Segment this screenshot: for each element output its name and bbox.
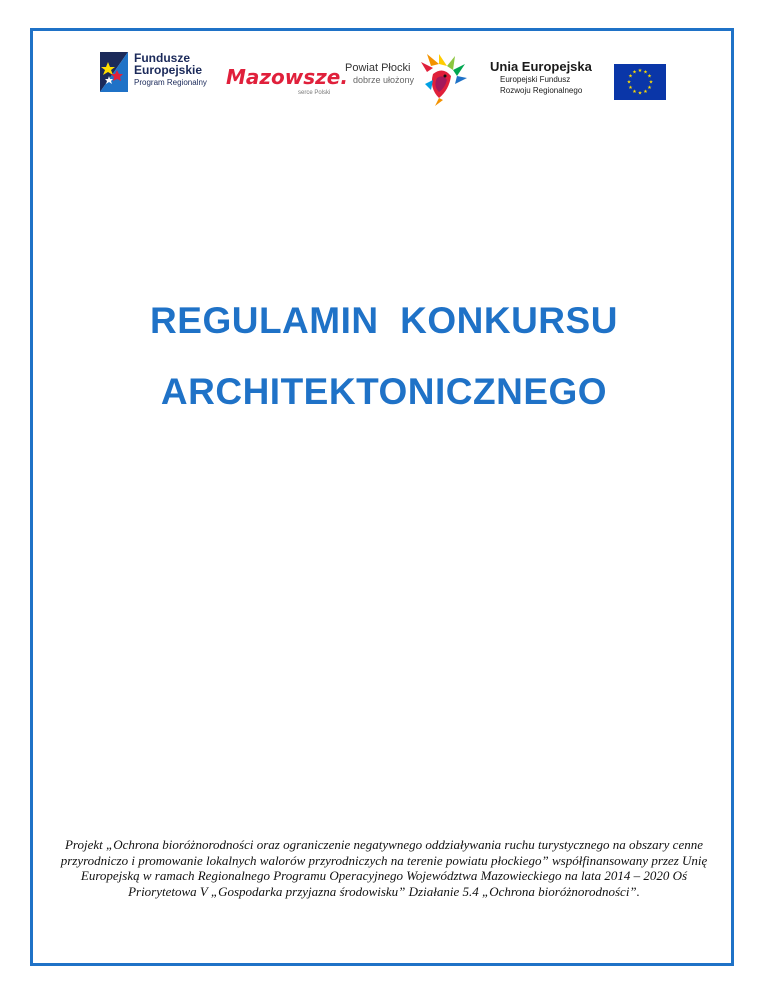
svg-text:★: ★ (628, 73, 633, 80)
svg-text:★: ★ (643, 89, 648, 95)
unia-title: Unia Europejska (490, 59, 592, 74)
svg-text:★: ★ (637, 68, 643, 74)
svg-text:★: ★ (647, 85, 652, 91)
unia-europejska-logo (490, 60, 670, 106)
logo-bar (0, 0, 768, 120)
svg-text:★: ★ (643, 69, 648, 76)
powiat-bird-icon (419, 54, 467, 106)
fundusze-europejskie-logo (100, 50, 220, 96)
document-title-line-2: ARCHITEKTONICZNEGO (160, 371, 608, 412)
fundusze-subtitle: Program Regionalny (134, 78, 207, 87)
svg-text:★: ★ (648, 79, 654, 86)
project-funding-note: Projekt „Ochrona bioróżnorodności oraz ograniczenie negatywnego oddziaływania ruchu turystycznego na obszary cenne przyrodniczo i promowanie lokalnych walorów przyrodniczych na terenie powiatu płockiego” współfinansowany przez Unię Europejską w ramach Regionalnego Programu Operacyjnego Województwa Mazowieckiego na lata 2014 – 2020 Oś Priorytetowa V „Gospodarka przyjazna środowisku” Działanie 5.4 „Ochrona bioróżnorodności”. (60, 837, 708, 899)
mazowsze-subtitle: serce Polski (298, 90, 331, 96)
svg-text:★: ★ (626, 79, 632, 86)
page-border (30, 28, 734, 966)
fundusze-title-2: Europejskie (134, 63, 203, 77)
powiat-title: Powiat Płocki (345, 62, 411, 74)
unia-subtitle-1: Europejski Fundusz (500, 75, 571, 84)
powiat-plocki-logo (345, 62, 470, 108)
svg-text:★: ★ (647, 73, 652, 80)
svg-text:★: ★ (632, 89, 637, 95)
eu-flag-icon (614, 64, 666, 100)
powiat-subtitle: dobrze ułożony (353, 75, 415, 85)
svg-text:★: ★ (637, 90, 643, 97)
unia-subtitle-2: Rozwoju Regionalnego (500, 86, 583, 95)
document-title-line-1: REGULAMIN KONKURSU (150, 300, 618, 341)
svg-text:★: ★ (632, 69, 637, 76)
fundusze-title-1: Fundusze (134, 51, 190, 65)
mazowsze-logo (226, 66, 346, 102)
fundusze-europejskie-icon (100, 52, 128, 92)
svg-text:★: ★ (628, 85, 633, 91)
mazowsze-wordmark: Mazowsze. (226, 65, 348, 89)
